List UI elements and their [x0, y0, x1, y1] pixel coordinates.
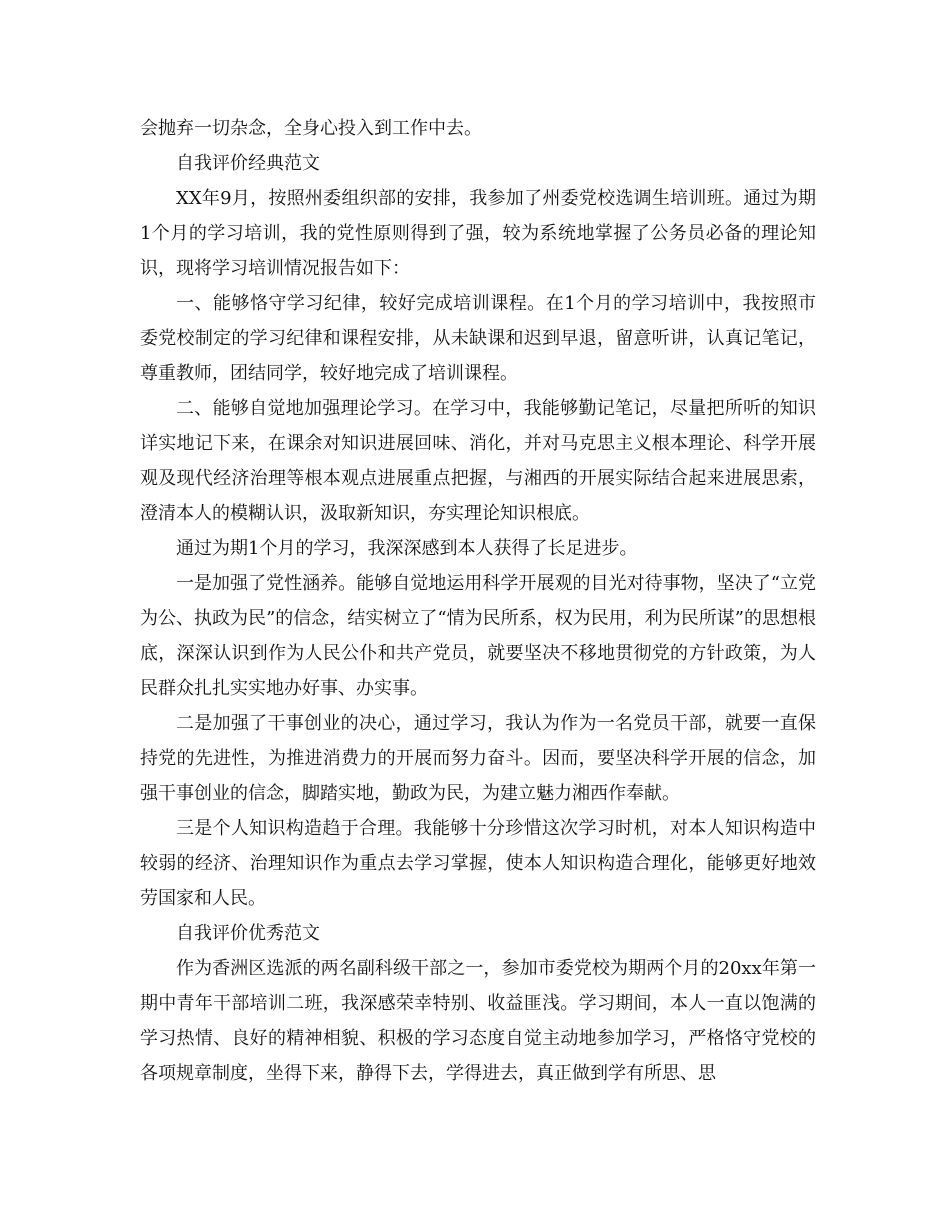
paragraph-point-one: 一、能够恪守学习纪律，较好完成培训课程。在1个月的学习培训中，我按照市委党校制定的学习纪律和课程安排，从未缺课和迟到早退，留意听讲，认真记笔记，尊重教师，团结同学，较好地完成了培训课程。 — [140, 293, 816, 384]
paragraph-gain-one: 一是加强了党性涵养。能够自觉地运用科学开展观的目光对待事物，坚决了“立党为公、执政为民”的信念，结实树立了“情为民所系，权为民用，利为民所谋”的思想根底，深深认识到作为人民公仆和共产党员，就要坚决不移地贯彻党的方针政策，为人民群众扎扎实实地办好事、办实事。 — [140, 573, 816, 699]
paragraph-gain-three: 三是个人知识构造趋于合理。我能够十分珍惜这次学习时机，对本人知识构造中较弱的经济、治理知识作为重点去学习掌握，使本人知识构造合理化，能够更好地效劳国家和人民。 — [140, 818, 816, 909]
paragraph-intro: XX年9月，按照州委组织部的安排，我参加了州委党校选调生培训班。通过为期1个月的学习培训，我的党性原则得到了强，较为系统地掌握了公务员必备的理论知识，现将学习培训情况报告如下： — [140, 188, 816, 279]
paragraph-summary: 通过为期1个月的学习，我深深感到本人获得了长足进步。 — [176, 538, 638, 559]
document-page — [140, 111, 816, 1091]
section-heading-excellent: 自我评价优秀范文 — [176, 923, 320, 944]
paragraph-continuation: 会抛弃一切杂念，全身心投入到工作中去。 — [140, 118, 482, 139]
paragraph-gain-two: 二是加强了干事创业的决心，通过学习，我认为作为一名党员干部，就要一直保持党的先进性，为推进消费力的开展而努力奋斗。因而，要坚决科学开展的信念，加强干事创业的信念，脚踏实地，勤政为民，为建立魅力湘西作奉献。 — [140, 713, 816, 804]
paragraph-point-two: 二、能够自觉地加强理论学习。在学习中，我能够勤记笔记，尽量把所听的知识详实地记下来，在课余对知识进展回味、消化，并对马克思主义根本理论、科学开展观及现代经济治理等根本观点进展重点把握，与湘西的开展实际结合起来进展思索，澄清本人的模糊认识，汲取新知识，夯实理论知识根底。 — [140, 398, 816, 524]
paragraph-excellent-intro: 作为香洲区选派的两名副科级干部之一，参加市委党校为期两个月的20xx年第一期中青年干部培训二班，我深感荣幸特别、收益匪浅。学习期间，本人一直以饱满的学习热情、良好的精神相貌、积极的学习态度自觉主动地参加学习，严格恪守党校的各项规章制度，坐得下来，静得下去，学得进去，真正做到学有所思、思 — [140, 958, 816, 1084]
section-heading-classic: 自我评价经典范文 — [176, 153, 320, 174]
